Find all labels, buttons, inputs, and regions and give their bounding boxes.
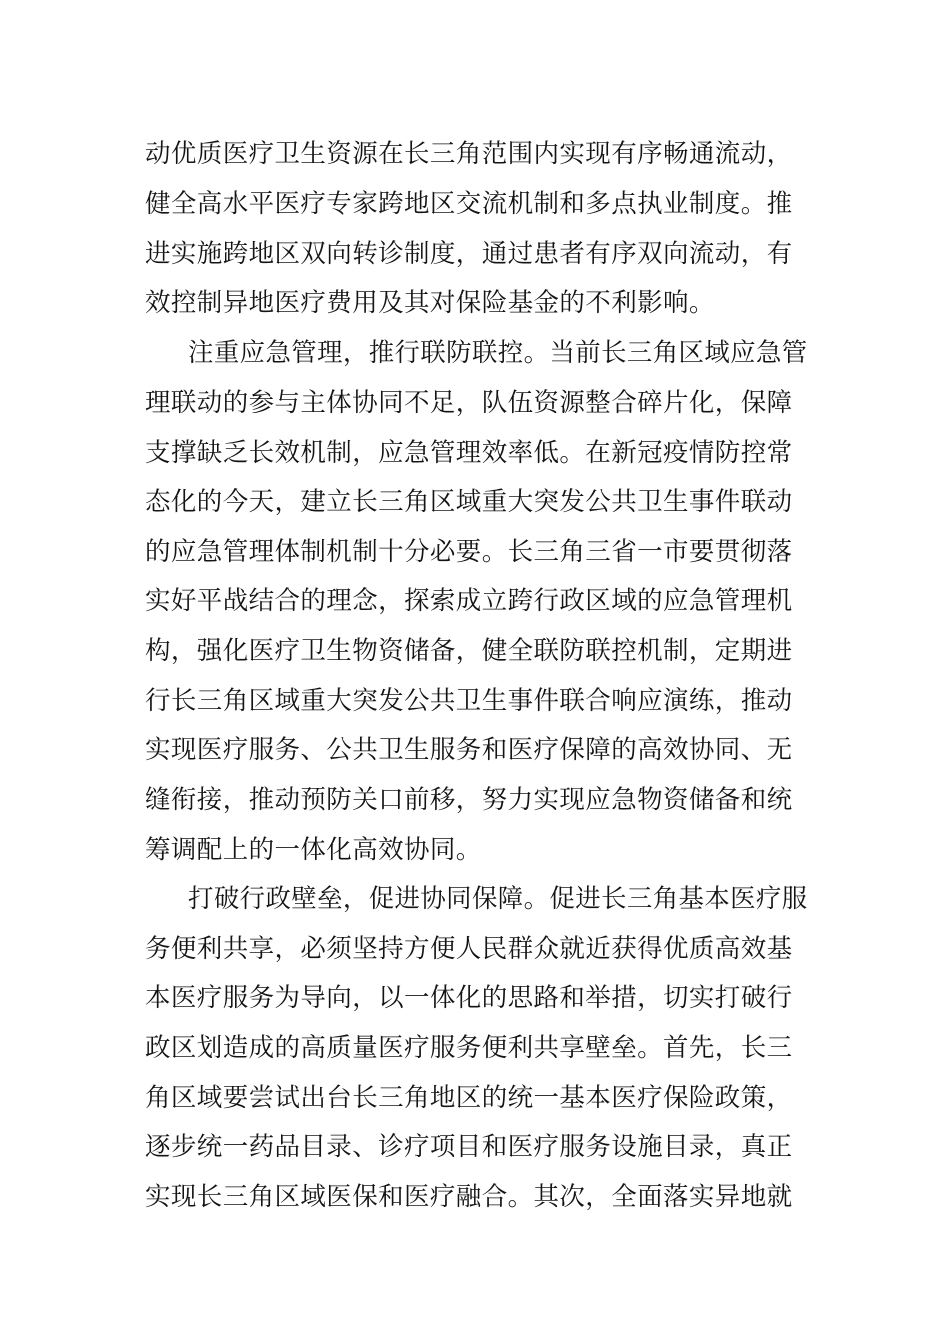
text-line: 行长三角区域重大突发公共卫生事件联合响应演练，推动 xyxy=(145,686,793,716)
text-line: 政区划造成的高质量医疗服务便利共享壁垒。首先，长三 xyxy=(145,1033,793,1063)
text-line: 理联动的参与主体协同不足，队伍资源整合碎片化，保障 xyxy=(145,388,793,418)
paragraph-first-line: 打破行政壁垒，促进协同保障。促进长三角基本医疗服 xyxy=(188,884,808,914)
text-line: 动优质医疗卫生资源在长三角范围内实现有序畅通流动， xyxy=(145,139,793,169)
text-line: 实现医疗服务、公共卫生服务和医疗保障的高效协同、无 xyxy=(145,735,793,765)
text-line: 缝衔接，推动预防关口前移，努力实现应急物资储备和统 xyxy=(145,785,793,815)
paragraph-first-line: 注重应急管理，推行联防联控。当前长三角区域应急管 xyxy=(188,338,808,368)
text-line: 健全高水平医疗专家跨地区交流机制和多点执业制度。推 xyxy=(145,189,793,219)
text-line: 实好平战结合的理念，探索成立跨行政区域的应急管理机 xyxy=(145,586,793,616)
text-line: 角区域要尝试出台长三角地区的统一基本医疗保险政策， xyxy=(145,1083,793,1113)
text-line: 筹调配上的一体化高效协同。 xyxy=(145,835,482,865)
text-line: 本医疗服务为导向，以一体化的思路和举措，切实打破行 xyxy=(145,983,793,1013)
text-line: 支撑缺乏长效机制，应急管理效率低。在新冠疫情防控常 xyxy=(145,438,793,468)
text-line: 的应急管理体制机制十分必要。长三角三省一市要贯彻落 xyxy=(145,537,793,567)
text-line: 构，强化医疗卫生物资储备，健全联防联控机制，定期进 xyxy=(145,636,793,666)
text-line: 进实施跨地区双向转诊制度，通过患者有序双向流动，有 xyxy=(145,239,793,269)
text-line: 效控制异地医疗费用及其对保险基金的不利影响。 xyxy=(145,288,715,318)
text-line: 逐步统一药品目录、诊疗项目和医疗服务设施目录，真正 xyxy=(145,1132,793,1162)
text-line: 务便利共享，必须坚持方便人民群众就近获得优质高效基 xyxy=(145,934,793,964)
text-line: 态化的今天，建立长三角区域重大突发公共卫生事件联动 xyxy=(145,487,793,517)
text-line: 实现长三角区域医保和医疗融合。其次，全面落实异地就 xyxy=(145,1182,793,1212)
